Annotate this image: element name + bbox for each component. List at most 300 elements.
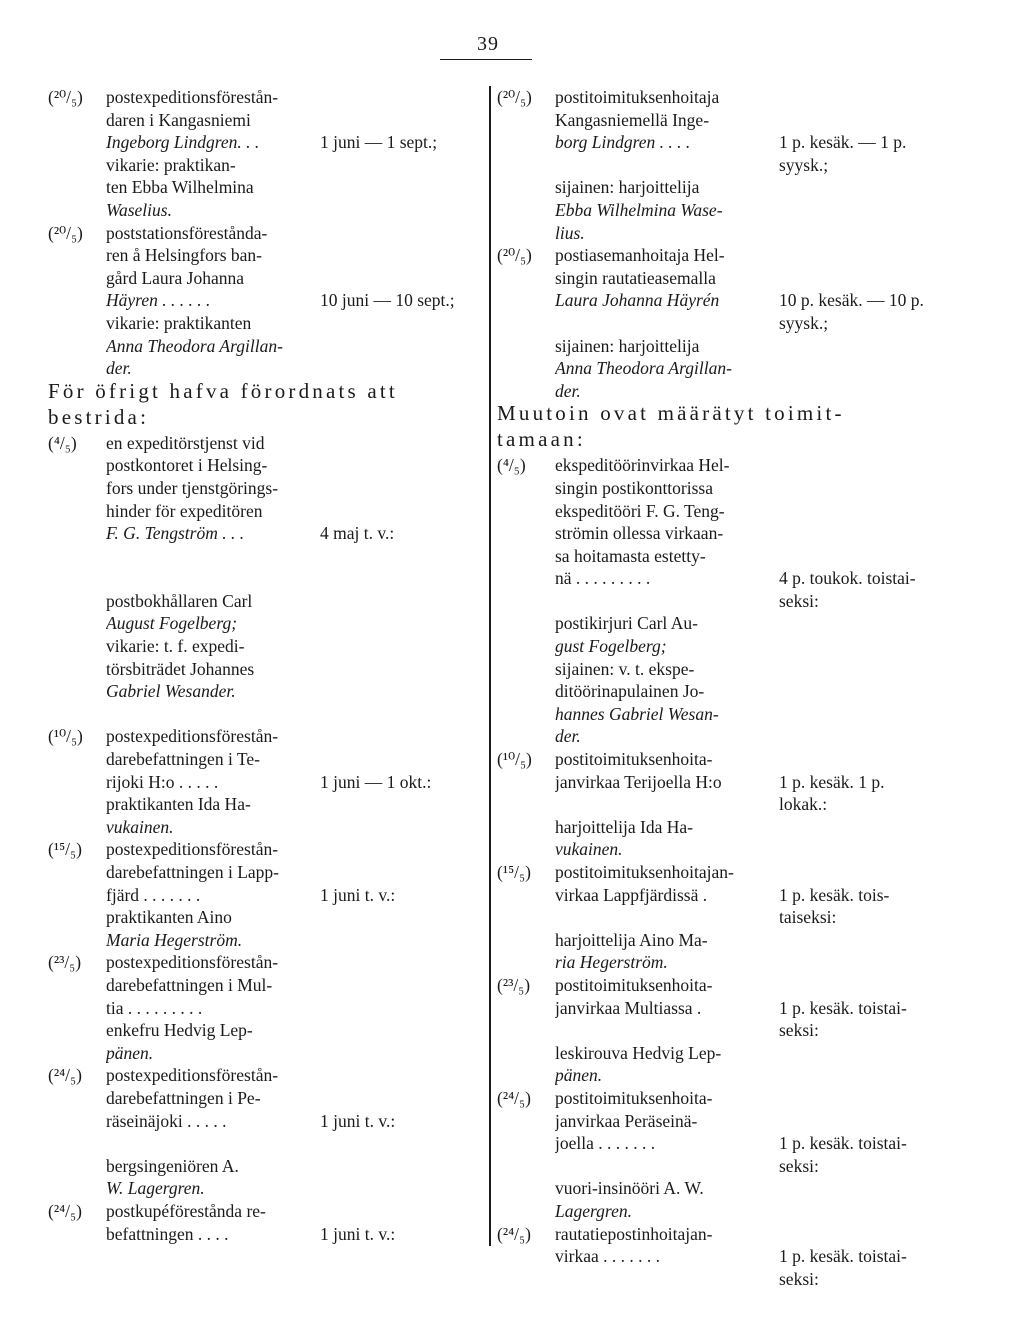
entry-line [48, 176, 478, 199]
entry-date [497, 951, 555, 974]
entry-line [48, 884, 478, 907]
entry-line [48, 432, 478, 455]
entry-date: (¹⁰/₅) [497, 749, 532, 770]
entry-line [497, 380, 937, 403]
entry-line [497, 1200, 937, 1223]
entry-line [497, 1042, 937, 1065]
entry-text: postexpeditionsförestån- [106, 726, 279, 747]
entry-line [48, 997, 478, 1020]
entry-line [48, 312, 478, 335]
entry-text: postiasemanhoitaja Hel- [555, 245, 725, 266]
entry-text: singin postikonttorissa [555, 477, 713, 498]
entry-text: lius. [555, 222, 585, 243]
entry-date [497, 109, 555, 132]
entry-line [48, 289, 478, 312]
entry-date [497, 477, 555, 500]
entry-line [497, 477, 937, 500]
entry-line [48, 612, 478, 635]
entry-text: rautatiepostinhoitajan- [555, 1223, 713, 1244]
entry-text: vikarie: praktikan- [106, 154, 236, 175]
entry-text: janvirkaa Multiassa . [555, 997, 702, 1018]
blank-line [48, 567, 478, 590]
entry-text: hannes Gabriel Wesan- [555, 703, 719, 724]
entry-text: poststationsförestånda- [106, 222, 268, 243]
entry-text: postitoimituksenhoita- [555, 974, 713, 995]
entry-date: (²⁰/₅) [497, 245, 532, 266]
entry-line [48, 1200, 478, 1223]
entry-text: ria Hegerström. [555, 952, 668, 973]
entry-text: F. G. Tengström . . . [106, 523, 245, 544]
entry-date [497, 1177, 555, 1200]
entry-date [48, 335, 106, 358]
entry-line [497, 725, 937, 748]
entry-date [48, 612, 106, 635]
entry-date [48, 176, 106, 199]
entry-line [497, 1223, 937, 1246]
entry-text [555, 793, 773, 816]
entry-line [497, 997, 937, 1020]
entry-period: seksi: [779, 590, 819, 611]
entry-line [497, 176, 937, 199]
entry-date [48, 244, 106, 267]
entry-date [48, 267, 106, 290]
entry-date [48, 1042, 106, 1065]
entry-line [497, 838, 937, 861]
entry-date [48, 131, 106, 154]
entry-period: 1 p. kesäk. toistai- [779, 997, 907, 1018]
page-number-rule [440, 59, 532, 60]
entry-text: der. [555, 380, 581, 401]
entry-date [497, 176, 555, 199]
entry-text: darebefattningen i Lapp- [106, 862, 279, 882]
entry-line [497, 680, 937, 703]
page-number: 39 [477, 33, 499, 55]
entry-text: joella . . . . . . . [555, 1133, 656, 1154]
entry-date [48, 1223, 106, 1246]
entry-text: janvirkaa Terijoella H:o [555, 771, 722, 792]
entry-line [48, 86, 478, 109]
entry-date [497, 816, 555, 839]
entry-text: hinder för expeditören [106, 500, 263, 521]
entry-date: (²⁴/₅) [48, 1065, 82, 1086]
entry-date: (⁴/₅) [497, 455, 526, 476]
entry-period: 4 p. toukok. toistai- [779, 568, 916, 589]
entry-date [48, 1087, 106, 1110]
entry-line [48, 1177, 478, 1200]
entry-text: borg Lindgren . . . . [555, 132, 691, 153]
entry-line [48, 861, 478, 884]
entry-line [497, 635, 937, 658]
entry-line [48, 748, 478, 771]
entry-date [48, 1177, 106, 1200]
entry-text: darebefattningen i Te- [106, 749, 260, 770]
entry-text: postexpeditionsförestån- [106, 87, 279, 107]
entry-line [48, 590, 478, 613]
entry-line [497, 816, 937, 839]
entry-period: 1 p. kesäk. toistai- [779, 1246, 907, 1267]
entry-line [48, 680, 478, 703]
entry-text: vikarie: t. f. expedi- [106, 636, 245, 657]
entry-period: 1 juni — 1 sept.; [320, 132, 438, 153]
entry-text: postexpeditionsförestån- [106, 952, 279, 973]
entry-line [497, 861, 937, 884]
entry-date [497, 658, 555, 681]
entry-line [48, 244, 478, 267]
entry-date: (²³/₅) [48, 952, 82, 973]
entry-text [555, 590, 773, 613]
entry-date [497, 703, 555, 726]
entry-date [48, 793, 106, 816]
entry-date [48, 1155, 106, 1178]
entry-text: postitoimituksenhoita- [555, 749, 713, 770]
entry-text: pänen. [106, 1042, 154, 1063]
entry-date [48, 590, 106, 613]
entry-text: darebefattningen i Pe- [106, 1087, 261, 1108]
entry-text: postexpeditionsförestån- [106, 839, 279, 860]
entry-text: postexpeditionsförestån- [106, 1065, 279, 1086]
entry-line [48, 154, 478, 177]
entry-line [48, 1042, 478, 1065]
entry-text: Gabriel Wesander. [106, 681, 236, 702]
entry-date: (²⁰/₅) [48, 222, 83, 243]
entry-date [497, 500, 555, 523]
entry-date [497, 154, 555, 177]
entry-line [48, 658, 478, 681]
entry-date: (²⁰/₅) [48, 87, 83, 107]
entry-date [497, 131, 555, 154]
entry-line [48, 771, 478, 794]
entry-line [497, 131, 937, 154]
entry-date [497, 567, 555, 590]
entry-text: Anna Theodora Argillan- [555, 358, 732, 379]
entry-text: en expeditörstjenst vid [106, 432, 265, 453]
entry-text: Häyren . . . . . . [106, 290, 211, 311]
entry-text: postikirjuri Carl Au- [555, 613, 698, 634]
entry-text: Lagergren. [555, 1200, 632, 1221]
entry-period: 1 p. kesäk. toistai- [779, 1133, 907, 1154]
entry-line [48, 1155, 478, 1178]
entry-line [497, 612, 937, 635]
entry-text [555, 154, 773, 177]
entry-date [497, 1155, 555, 1178]
entry-period: lokak.: [779, 794, 828, 815]
entry-line [497, 567, 937, 590]
blank-line [48, 545, 478, 568]
entry-line [497, 974, 937, 997]
entry-line [497, 545, 937, 568]
entry-line [48, 222, 478, 245]
entry-text: postitoimituksenhoitaja [555, 87, 720, 107]
entry-date [497, 199, 555, 222]
entry-line [48, 335, 478, 358]
entry-line [497, 1177, 937, 1200]
entry-text: virkaa Lappfjärdissä . [555, 884, 708, 905]
entry-line [48, 1223, 478, 1246]
entry-line [497, 154, 937, 177]
entry-text: darebefattningen i Mul- [106, 974, 273, 995]
entry-text: strömin ollessa virkaan- [555, 523, 724, 544]
entry-text: harjoittelija Ida Ha- [555, 816, 693, 837]
entry-text [555, 1155, 773, 1178]
entry-date [497, 1268, 555, 1291]
entry-date [497, 884, 555, 907]
section-heading: Muutoin ovat määrätyt toimit- [497, 401, 845, 426]
entry-text: ten Ebba Wilhelmina [106, 177, 254, 198]
entry-line [497, 590, 937, 613]
entry-period: 1 juni t. v.: [320, 1223, 396, 1244]
entry-text [555, 906, 773, 929]
blank-line [48, 1132, 478, 1155]
entry-date [48, 884, 106, 907]
entry-text: befattningen . . . . [106, 1223, 229, 1244]
entry-line [48, 974, 478, 997]
entry-date: (²⁴/₅) [48, 1200, 82, 1221]
entry-date: (¹⁵/₅) [48, 839, 82, 860]
entry-line [497, 748, 937, 771]
entry-date [497, 1245, 555, 1268]
entry-text: räseinäjoki . . . . . [106, 1110, 227, 1131]
entry-line [497, 199, 937, 222]
entry-text: ekspeditööri F. G. Teng- [555, 500, 725, 521]
entry-line [497, 771, 937, 794]
entry-date [48, 997, 106, 1020]
entry-date [48, 748, 106, 771]
entry-period: 10 juni — 10 sept.; [320, 290, 455, 311]
entry-line [48, 1019, 478, 1042]
entry-line [497, 884, 937, 907]
entry-date [497, 289, 555, 312]
entry-text: sijainen: harjoittelija [555, 177, 700, 198]
entry-date [497, 1132, 555, 1155]
entry-date [497, 680, 555, 703]
entry-text [555, 312, 773, 335]
entry-date [48, 522, 106, 545]
entry-date [497, 1110, 555, 1133]
entry-text: janvirkaa Peräseinä- [555, 1110, 698, 1131]
entry-text: der. [106, 358, 132, 379]
entry-date [48, 861, 106, 884]
entry-line [497, 289, 937, 312]
entry-date [497, 929, 555, 952]
entry-text: August Fogelberg; [106, 613, 238, 634]
entry-date: (⁴/₅) [48, 432, 77, 453]
entry-date [497, 1019, 555, 1042]
entry-text: Maria Hegerström. [106, 929, 243, 950]
entry-text: ren å Helsingfors ban- [106, 245, 262, 266]
entry-text: rijoki H:o . . . . . [106, 771, 219, 792]
entry-date [497, 335, 555, 358]
entry-date [48, 635, 106, 658]
entry-line [497, 906, 937, 929]
entry-date [48, 454, 106, 477]
entry-text: daren i Kangasniemi [106, 109, 251, 130]
entry-text: enkefru Hedvig Lep- [106, 1020, 253, 1041]
entry-text: praktikanten Aino [106, 907, 232, 928]
entry-line [48, 477, 478, 500]
entry-line [48, 906, 478, 929]
entry-text: der. [555, 726, 581, 747]
entry-text: törsbiträdet Johannes [106, 658, 255, 679]
entry-period: seksi: [779, 1155, 819, 1176]
entry-line [48, 199, 478, 222]
entry-line [497, 1019, 937, 1042]
entry-line [497, 1132, 937, 1155]
entry-line [48, 951, 478, 974]
entry-date [48, 680, 106, 703]
blank-line [48, 703, 478, 726]
entry-text: postitoimituksenhoita- [555, 1087, 713, 1108]
entry-date [48, 1110, 106, 1133]
entry-date [48, 658, 106, 681]
entry-line [48, 1064, 478, 1087]
entry-date [497, 793, 555, 816]
entry-period: 1 p. kesäk. — 1 p. [779, 132, 907, 153]
entry-line [48, 267, 478, 290]
entry-line [48, 1087, 478, 1110]
entry-text: sa hoitamasta estetty- [555, 545, 706, 566]
entry-line [497, 222, 937, 245]
entry-period: seksi: [779, 1268, 819, 1289]
entry-date [497, 612, 555, 635]
entry-date [497, 997, 555, 1020]
entry-text: ekspeditöörinvirkaa Hel- [555, 455, 730, 476]
entry-text: vuori-insinööri A. W. [555, 1178, 704, 1199]
entry-period: 4 maj t. v.: [320, 523, 395, 544]
entry-text: sijainen: harjoittelija [555, 335, 700, 356]
entry-text: leskirouva Hedvig Lep- [555, 1042, 722, 1063]
entry-line [497, 658, 937, 681]
left-column-swedish [48, 86, 478, 1245]
entry-date [497, 635, 555, 658]
entry-date [497, 312, 555, 335]
entry-text: postkupéförestånda re- [106, 1200, 266, 1221]
entry-text: Laura Johanna Häyrén [555, 290, 720, 311]
entry-text: virkaa . . . . . . . [555, 1246, 660, 1267]
entry-date [497, 380, 555, 403]
entry-date [48, 199, 106, 222]
entry-text: ditöörinapulainen Jo- [555, 681, 705, 702]
entry-period: 1 p. kesäk. tois- [779, 884, 890, 905]
entry-text: vikarie: praktikanten [106, 312, 252, 333]
entry-line [497, 86, 937, 109]
entry-line [497, 109, 937, 132]
entry-line [48, 522, 478, 545]
entry-period: syysk.; [779, 154, 829, 175]
entry-line [48, 454, 478, 477]
column-divider [489, 86, 491, 1246]
entry-text: Waselius. [106, 199, 172, 220]
entry-date [497, 1042, 555, 1065]
entry-line [48, 929, 478, 952]
entry-text: postkontoret i Helsing- [106, 455, 268, 476]
entry-line [497, 1110, 937, 1133]
entry-text: harjoittelija Aino Ma- [555, 929, 708, 950]
entry-date [48, 816, 106, 839]
section-heading: tamaan: [497, 427, 586, 452]
entry-date [497, 771, 555, 794]
entry-date [497, 267, 555, 290]
entry-date [48, 289, 106, 312]
entry-line [497, 1087, 937, 1110]
entry-date [48, 357, 106, 380]
entry-date [497, 1200, 555, 1223]
entry-text: fjärd . . . . . . . [106, 884, 201, 905]
entry-date [48, 906, 106, 929]
entry-text: pänen. [555, 1065, 603, 1086]
entry-line [48, 725, 478, 748]
entry-text: Ebba Wilhelmina Wase- [555, 199, 723, 220]
entry-date [497, 522, 555, 545]
entry-date [48, 771, 106, 794]
entry-line [497, 312, 937, 335]
entry-line [497, 500, 937, 523]
entry-text: vukainen. [555, 839, 623, 860]
entry-date [48, 500, 106, 523]
entry-text [555, 1268, 773, 1291]
right-column-finnish [497, 86, 937, 1290]
entry-line [497, 1268, 937, 1291]
entry-line [48, 635, 478, 658]
entry-text: Anna Theodora Argillan- [106, 335, 283, 356]
entry-date: (²³/₅) [497, 974, 531, 995]
entry-period: 1 juni t. v.: [320, 1110, 396, 1131]
entry-line [497, 951, 937, 974]
entry-date [497, 590, 555, 613]
section-heading: För öfrigt hafva förordnats att [48, 378, 398, 403]
entry-line [497, 335, 937, 358]
entry-period: 1 p. kesäk. 1 p. [779, 771, 885, 792]
entry-date: (²⁴/₅) [497, 1223, 531, 1244]
entry-date [497, 906, 555, 929]
entry-line [497, 267, 937, 290]
entry-line [48, 357, 478, 380]
entry-period: syysk.; [779, 312, 829, 333]
entry-text: W. Lagergren. [106, 1178, 205, 1199]
entry-text: gust Fogelberg; [555, 636, 667, 657]
entry-period: taiseksi: [779, 907, 837, 928]
entry-line [497, 244, 937, 267]
entry-line [497, 357, 937, 380]
entry-date: (¹⁰/₅) [48, 726, 83, 747]
entry-line [497, 454, 937, 477]
entry-date [48, 109, 106, 132]
entry-line [497, 1064, 937, 1087]
entry-date [48, 929, 106, 952]
entry-date [497, 725, 555, 748]
entry-text: bergsingeniören A. [106, 1155, 239, 1176]
entry-line [48, 109, 478, 132]
entry-line [48, 500, 478, 523]
entry-date [48, 974, 106, 997]
entry-line [48, 131, 478, 154]
entry-date [48, 477, 106, 500]
entry-period: 10 p. kesäk. — 10 p. [779, 290, 924, 311]
entry-text [555, 1019, 773, 1042]
entry-text: praktikanten Ida Ha- [106, 794, 251, 815]
entry-date [48, 1019, 106, 1042]
entry-date [497, 545, 555, 568]
entry-line [48, 1110, 478, 1133]
entry-line [48, 838, 478, 861]
entry-text: gård Laura Johanna [106, 267, 244, 288]
entry-line [497, 522, 937, 545]
entry-text: vukainen. [106, 816, 174, 837]
entry-period: 1 juni — 1 okt.: [320, 771, 432, 792]
entry-period: seksi: [779, 1020, 819, 1041]
entry-line [497, 929, 937, 952]
entry-date: (²⁴/₅) [497, 1087, 531, 1108]
entry-period: 1 juni t. v.: [320, 884, 396, 905]
